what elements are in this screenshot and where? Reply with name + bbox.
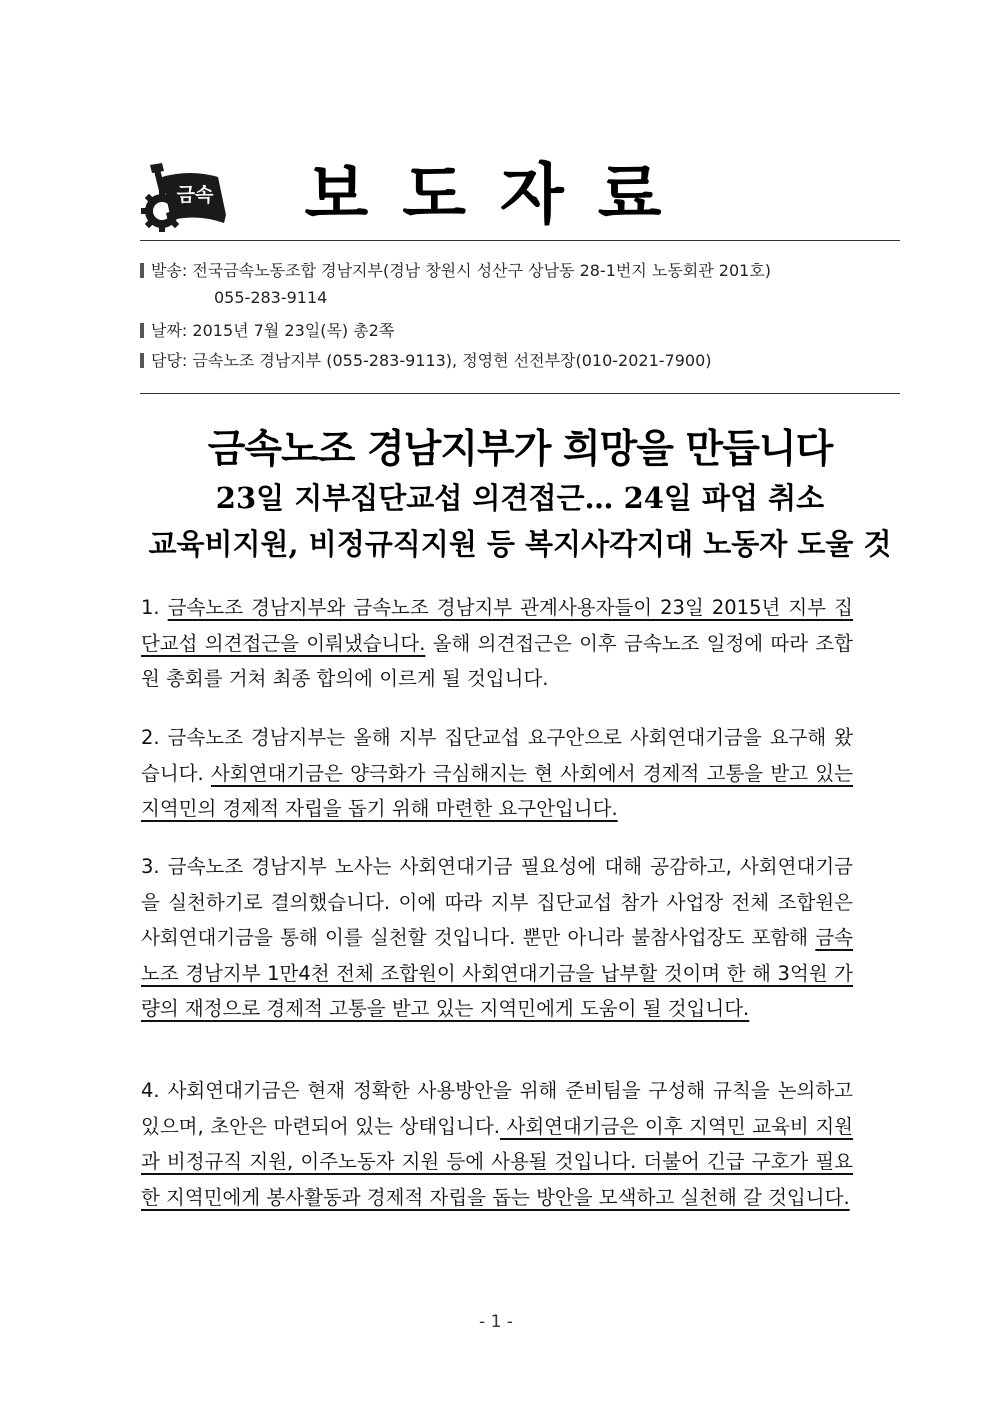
paragraph-4-plain: 4. 사회연대기금은 현재 정확한 사용방안을 위해 준비팀을 구성해 규칙을 논의하고 있으며, 초안은 마련되어 있는 상태입니다. xyxy=(141,1079,853,1138)
page-number: - 1 - xyxy=(479,1312,513,1332)
paragraph-4 xyxy=(141,1073,853,1215)
contact-value: 금속노조 경남지부 (055-283-9113), 정영현 선전부장(010-2021-7900) xyxy=(192,351,712,370)
header-divider-top xyxy=(140,240,900,241)
sender-label: 발송: xyxy=(151,261,188,280)
paragraph-1 xyxy=(141,590,853,697)
date-value: 2015년 7월 23일(목) 총2쪽 xyxy=(192,321,395,340)
paragraph-4-underlined: 사회연대기금은 이후 지역민 교육비 지원과 비정규직 지원, 이주노동자 지원 등에 사용될 것입니다. 더불어 긴급 구호가 필요한 지역민에게 봉사활동과 경제적 자립을 돕는 방안을 모색하고 실천해 갈 것입니다. xyxy=(141,1114,854,1209)
subheadline-2: 교육비지원, 비정규직지원 등 복지사각지대 노동자 도울 것 xyxy=(148,527,892,561)
headline: 금속노조 경남지부가 희망을 만듭니다 xyxy=(207,427,833,472)
paragraph-2-plain: 2. 금속노조 경남지부는 올해 지부 집단교섭 요구안으로 사회연대기금을 요구해 왔습니다. xyxy=(141,726,853,785)
paragraph-1-rest: 올해 의견접근은 이후 금속노조 일정에 따라 조합원 총회를 거쳐 최종 합의에 이르게 될 것입니다. xyxy=(141,631,853,690)
paragraph-3-plain: 3. 금속노조 경남지부 노사는 사회연대기금 필요성에 대해 공감하고, 사회연대기금을 실천하기로 결의했습니다. 이에 따라 지부 집단교섭 참가 사업장 전체 조합원은 사회연대기금을 통해 이를 실천할 것입니다. 뿐만 아니라 불참사업장도 포함해 xyxy=(141,855,853,949)
info-date xyxy=(140,318,394,341)
paragraph-1-underlined: 금속노조 경남지부와 금속노조 경남지부 관계사용자들이 23일 2015년 지부 집단교섭 의견접근을 이뤄냈습니다. xyxy=(141,596,853,655)
paragraph-1-number: 1. xyxy=(141,596,168,619)
date-label: 날짜: xyxy=(151,321,188,340)
paragraph-3-underlined: 금속노조 경남지부 1만4천 전체 조합원이 사회연대기금을 납부할 것이며 한 해 3억원 가량의 재정으로 경제적 고통을 받고 있는 지역민에게 도움이 될 것입니다. xyxy=(141,926,854,1020)
bullet-marker-icon xyxy=(140,323,144,338)
header-divider-bottom xyxy=(140,393,900,394)
paragraph-2-underlined: 사회연대기금은 양극화가 극심해지는 현 사회에서 경제적 고통을 받고 있는 지역민의 경제적 자립을 돕기 위해 마련한 요구안입니다. xyxy=(141,761,853,820)
contact-label: 담당: xyxy=(151,351,188,370)
svg-text:금속: 금속 xyxy=(176,184,214,206)
info-sender-phone: 055-283-9114 xyxy=(214,288,328,307)
info-sender xyxy=(140,258,771,281)
bullet-marker-icon xyxy=(140,263,144,278)
subheadline-1: 23일 지부집단교섭 의견접근… 24일 파업 취소 xyxy=(215,481,825,515)
sender-value: 전국금속노동조합 경남지부(경남 창원시 성산구 상남동 28-1번지 노동회관 201호) xyxy=(192,261,772,280)
union-logo-icon xyxy=(140,163,228,233)
bullet-marker-icon xyxy=(140,353,144,368)
document-title: 보도자료 xyxy=(304,156,696,233)
paragraph-3 xyxy=(141,849,853,1027)
paragraph-2 xyxy=(141,720,853,827)
info-contact xyxy=(140,348,712,371)
